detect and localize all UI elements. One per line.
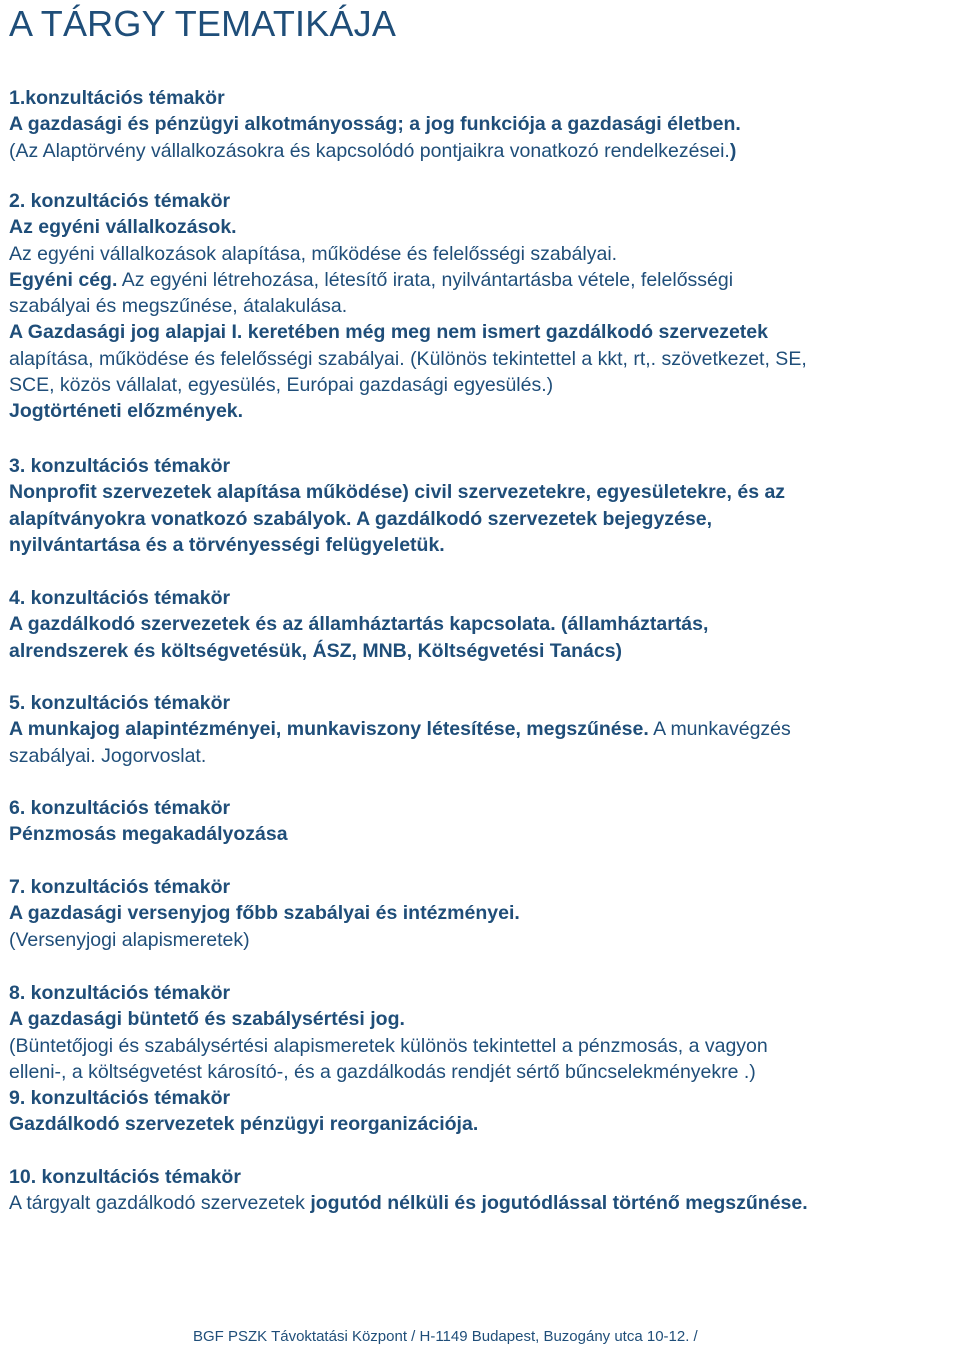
topic-text: Pénzmosás megakadályozása (9, 823, 288, 846)
topic-text: A gazdasági büntető és szabálysértési jog. (9, 1008, 405, 1031)
topic-heading: 6. konzultációs témakör (9, 797, 231, 819)
topic-text (9, 1190, 954, 1216)
topic-text: Az egyéni vállalkozások. (9, 216, 237, 239)
topic-6 (9, 795, 954, 848)
topic-text (9, 138, 954, 164)
topic-heading: 5. konzultációs témakör (9, 692, 231, 714)
topic-text: Jogtörténeti előzmények. (9, 400, 244, 423)
topic-text: A gazdálkodó szervezetek és az államháztartás kapcsolata. (államháztartás, (9, 613, 709, 636)
topic-3 (9, 453, 954, 558)
topic-heading: 7. konzultációs témakör (9, 876, 231, 898)
topic-text: SCE, közös vállalat, egyesülés, Európai gazdasági egyesülés.) (9, 374, 554, 397)
topic-text-part: keretében még meg nem ismert gazdálkodó szervezetek (242, 321, 768, 344)
topic-text-part: Egyéni cég. (9, 268, 118, 291)
topic-text-part: Az egyéni létrehozása, létesítő irata, nyilvántartásba vétele, felelősségi (117, 268, 734, 291)
topic-text: alapítványokra vonatkozó szabályok. A gazdálkodó szervezetek bejegyzése, (9, 507, 712, 530)
topic-text-part: A Gazdasági jog alapjai I. (9, 321, 243, 344)
topic-text-part: (Az Alaptörvény vállalkozásokra és kapcsolódó pontjaikra vonatkozó rendelkezései. (9, 139, 730, 162)
topic-heading: 8. konzultációs témakör (9, 982, 231, 1004)
topic-heading: 3. konzultációs témakör (9, 455, 231, 477)
topic-1 (9, 85, 954, 164)
topic-text: Nonprofit szervezetek alapítása működése) civil szervezetekre, egyesületekre, és az (9, 481, 786, 504)
topic-heading: 10. konzultációs témakör (9, 1166, 241, 1188)
topic-text: szabályai és megszűnése, átalakulása. (9, 295, 348, 318)
topic-4 (9, 585, 954, 664)
topic-text: Az egyéni vállalkozások alapítása, működése és felelősségi szabályai. (9, 242, 618, 265)
topic-text-part: A munkajog alapintézményei, munkaviszony létesítése, megszűnése. (9, 718, 649, 741)
topic-text: szabályai. Jogorvoslat. (9, 744, 207, 767)
topic-text: (Büntetőjogi és szabálysértési alapismeretek különös tekintettel a pénzmosás, a vagyon (9, 1034, 768, 1057)
topic-7 (9, 874, 954, 953)
topic-text: alrendszerek és költségvetésük, ÁSZ, MNB, Költségvetési Tanács) (9, 639, 623, 662)
topic-9 (9, 1085, 954, 1138)
topic-text: Gazdálkodó szervezetek pénzügyi reorganizációja. (9, 1113, 479, 1136)
page-footer: BGF PSZK Távoktatási Központ / H-1149 Budapest, Buzogány utca 10-12. / (193, 1328, 698, 1345)
topic-text: nyilvántartása és a törvényességi felügyeletük. (9, 533, 445, 556)
topic-heading: 2. konzultációs témakör (9, 190, 231, 212)
topic-text-part: ) (729, 139, 737, 162)
topic-text (9, 716, 954, 742)
topic-heading: 1.konzultációs témakör (9, 87, 225, 109)
topic-2 (9, 188, 954, 425)
topic-text: A gazdasági és pénzügyi alkotmányosság; a jog funkciója a gazdasági életben. (9, 113, 741, 136)
topic-text: (Versenyjogi alapismeretek) (9, 928, 250, 951)
topic-5 (9, 690, 954, 769)
page-title: A TÁRGY TEMATIKÁJA (9, 3, 397, 44)
topic-text: A gazdasági versenyjog főbb szabályai és intézményei. (9, 902, 520, 925)
topic-heading: 4. konzultációs témakör (9, 587, 231, 609)
topic-10 (9, 1164, 954, 1217)
topic-text (9, 319, 954, 345)
topic-text: elleni-, a költségvetést károsító-, és a gazdálkodás rendjét sértő bűncselekményekre .) (9, 1060, 756, 1083)
topic-text-part: A tárgyalt gazdálkodó szervezetek (9, 1192, 311, 1215)
topic-text (9, 267, 954, 293)
topic-heading: 9. konzultációs témakör (9, 1087, 231, 1109)
topic-text-part: A munkavégzés (648, 718, 791, 741)
topic-8 (9, 980, 954, 1085)
topic-text: alapítása, működése és felelősségi szabályai. (Különös tekintettel a kkt, rt,. szövetkezet, SE, (9, 347, 807, 370)
topic-text-part: jogutód nélküli és jogutódlással történő megszűnése. (310, 1192, 808, 1215)
